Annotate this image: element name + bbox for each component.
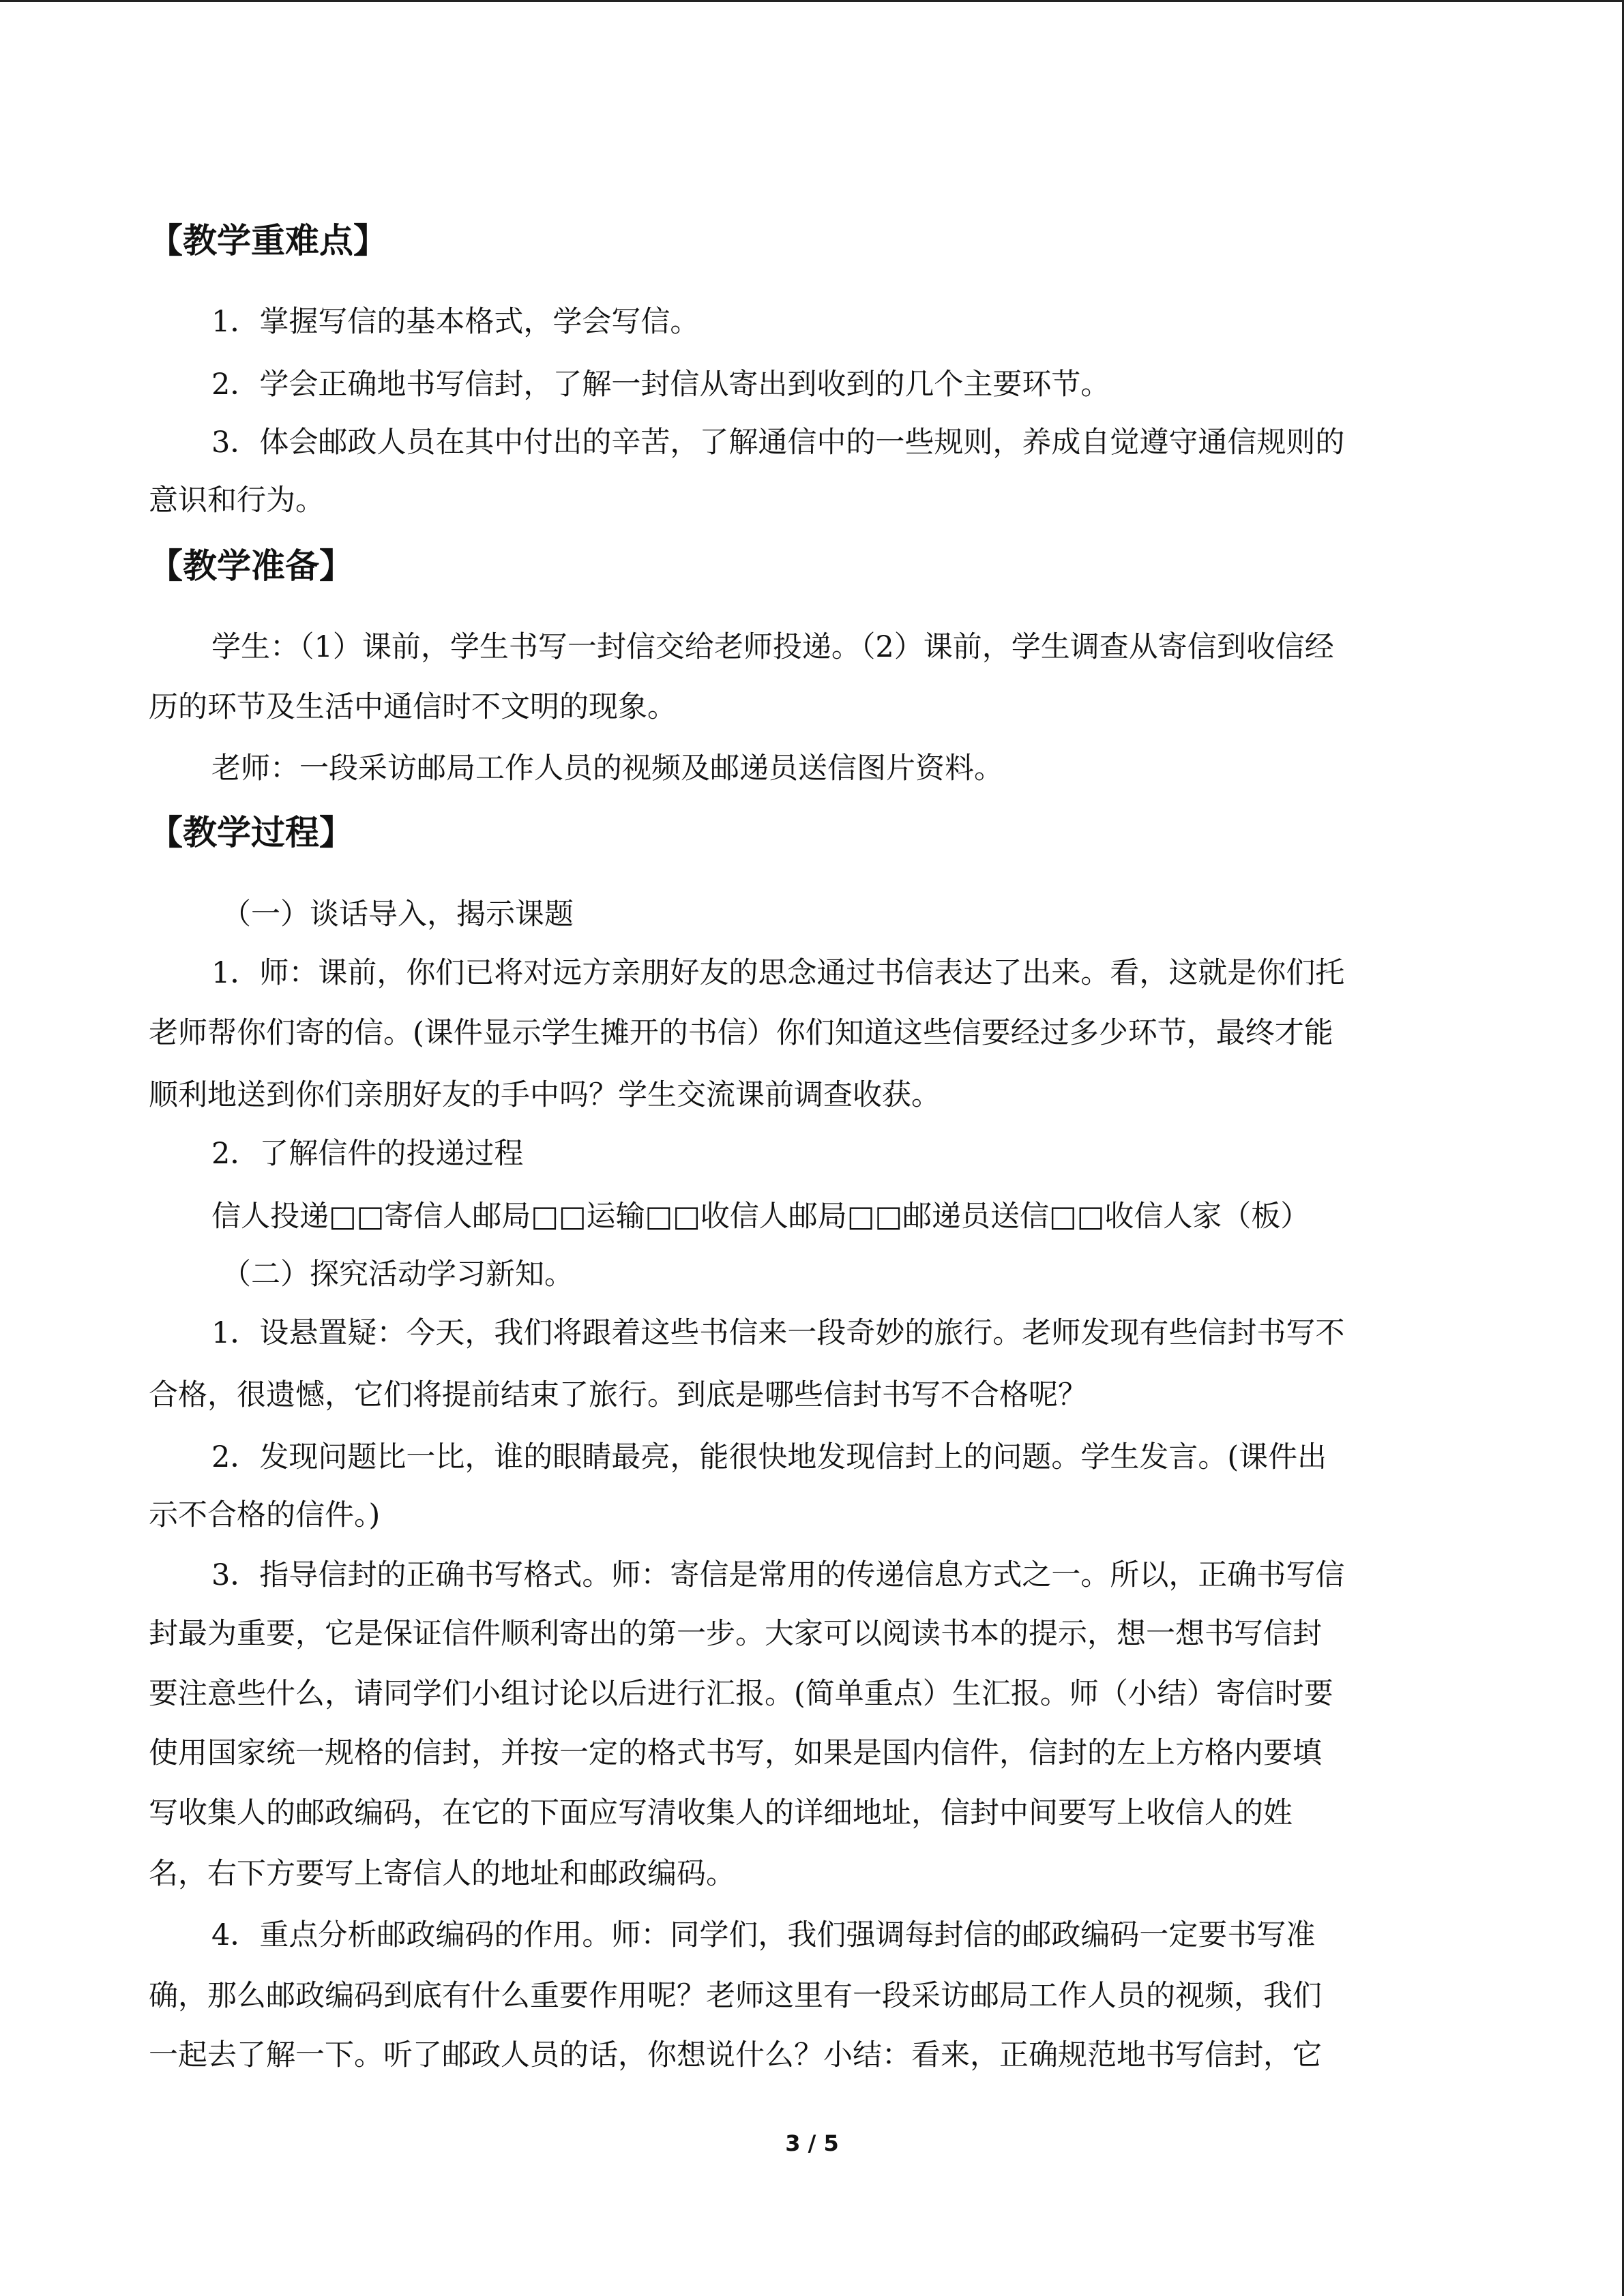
process-line-11: 示不合格的信件。) <box>149 1498 381 1532</box>
process-line-7: （二）探究活动学习新知。 <box>222 1257 574 1292</box>
process-line-1: （一）谈话导入，揭示课题 <box>222 897 574 931</box>
process-line-20: 一起去了解一下。听了邮政人员的话，你想说什么？小结：看来，正确规范地书写信封，它 <box>149 2038 1322 2072</box>
section-heading-preparation: 【教学准备】 <box>149 546 353 586</box>
process-line-8: 1．设悬置疑：今天，我们将跟着这些书信来一段奇妙的旅行。老师发现有些信封书写不 <box>211 1316 1345 1350</box>
process-line-2: 1．师：课前，你们已将对远方亲朋好友的思念通过书信表达了出来。看，这就是你们托 <box>211 956 1345 990</box>
process-line-18: 4．重点分析邮政编码的作用。师：同学们，我们强调每封信的邮政编码一定要书写准 <box>211 1918 1316 1952</box>
section-heading-difficulties: 【教学重难点】 <box>149 221 387 260</box>
process-line-17: 名，右下方要写上寄信人的地址和邮政编码。 <box>149 1857 735 1891</box>
difficulties-line-3: 3．体会邮政人员在其中付出的辛苦，了解通信中的一些规则，养成自觉遵守通信规则的 <box>211 426 1345 460</box>
preparation-line-2: 历的环节及生活中通信时不文明的现象。 <box>149 690 677 724</box>
process-line-16: 写收集人的邮政编码，在它的下面应写清收集人的详细地址，信封中间要写上收信人的姓 <box>149 1796 1293 1830</box>
difficulties-line-1: 1．掌握写信的基本格式，学会写信。 <box>211 305 700 339</box>
process-line-12: 3．指导信封的正确书写格式。师：寄信是常用的传递信息方式之一。所以，正确书写信 <box>211 1558 1345 1592</box>
process-line-3: 老师帮你们寄的信。(课件显示学生摊开的书信）你们知道这些信要经过多少环节，最终才能 <box>149 1016 1333 1050</box>
page-border-top <box>0 0 1624 2</box>
process-line-10: 2．发现问题比一比，谁的眼睛最亮，能很快地发现信封上的问题。学生发言。(课件出 <box>211 1440 1327 1474</box>
process-line-4: 顺利地送到你们亲朋好友的手中吗？学生交流课前调查收获。 <box>149 1078 941 1112</box>
process-line-6: 信人投递□□寄信人邮局□□运输□□收信人邮局□□邮递员送信□□收信人家（板） <box>211 1199 1310 1234</box>
difficulties-line-2: 2．学会正确地书写信封，了解一封信从寄出到收到的几个主要环节。 <box>211 368 1110 402</box>
process-line-14: 要注意些什么，请同学们小组讨论以后进行汇报。(简单重点）生汇报。师（小结）寄信时要 <box>149 1677 1333 1711</box>
preparation-line-1: 学生：（1）课前，学生书写一封信交给老师投递。（2）课前，学生调查从寄信到收信经 <box>211 630 1334 664</box>
difficulties-line-4: 意识和行为。 <box>149 483 325 518</box>
preparation-line-3: 老师：一段采访邮局工作人员的视频及邮递员送信图片资料。 <box>211 751 1003 786</box>
process-line-15: 使用国家统一规格的信封，并按一定的格式书写，如果是国内信件，信封的左上方格内要填 <box>149 1736 1322 1770</box>
page-number: 3 / 5 <box>785 2130 839 2156</box>
process-line-19: 确，那么邮政编码到底有什么重要作用呢？老师这里有一段采访邮局工作人员的视频，我们 <box>149 1979 1322 2013</box>
process-line-9: 合格，很遗憾，它们将提前结束了旅行。到底是哪些信封书写不合格呢？ <box>149 1378 1087 1412</box>
process-line-13: 封最为重要，它是保证信件顺利寄出的第一步。大家可以阅读书本的提示，想一想书写信封 <box>149 1617 1322 1651</box>
section-heading-process: 【教学过程】 <box>149 813 353 852</box>
process-line-5: 2．了解信件的投递过程 <box>211 1137 524 1171</box>
